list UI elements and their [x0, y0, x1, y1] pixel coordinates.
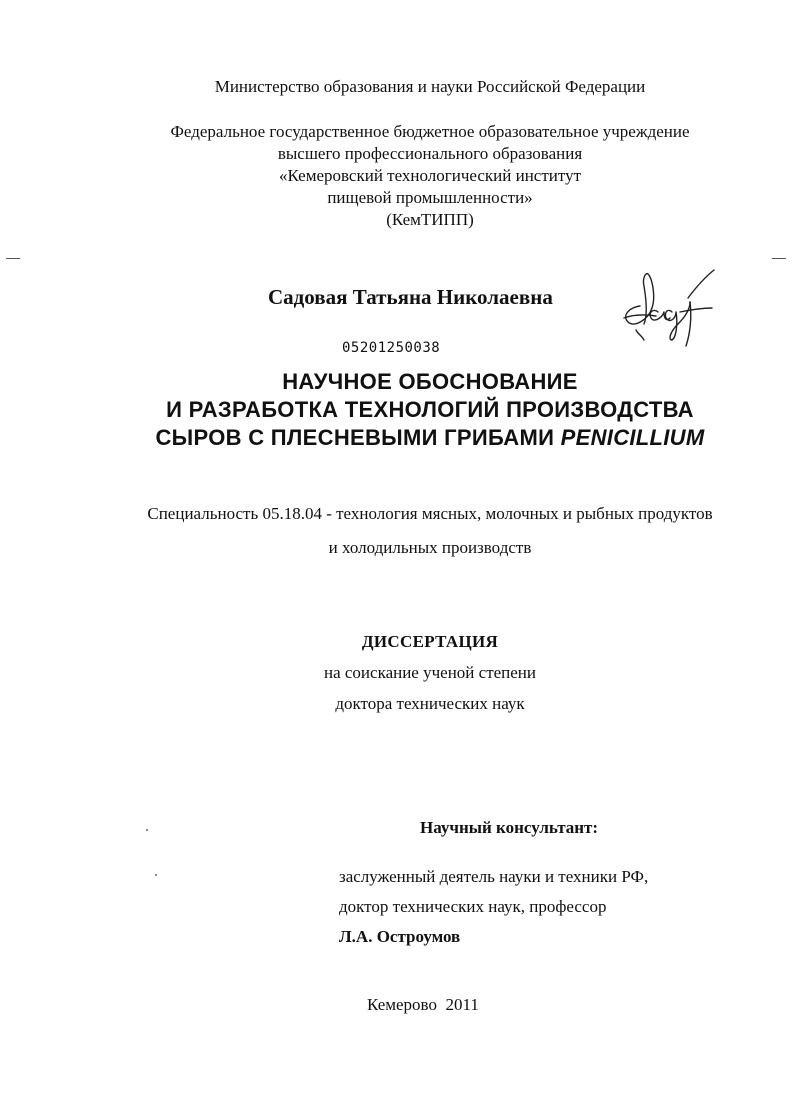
institution-line: Федеральное государственное бюджетное образовательное учреждение	[170, 122, 690, 141]
degree-block	[40, 626, 793, 719]
title-line-3	[40, 424, 793, 452]
institution-line: высшего профессионального образования	[277, 144, 583, 163]
title-line-3-italic: PENICILLIUM	[560, 425, 705, 450]
degree-line-1: на соискание ученой степени	[323, 663, 537, 682]
consultant-label: Научный консультант:	[420, 818, 599, 837]
ministry-line	[40, 76, 793, 98]
institution-block	[40, 121, 793, 231]
consultant-block	[339, 862, 648, 952]
consultant-line-1: заслуженный деятель науки и техники РФ,	[339, 867, 649, 886]
ministry-text: Министерство образования и науки Российской Федерации	[214, 77, 646, 96]
institution-line: «Кемеровский технологический институт	[278, 166, 582, 185]
scan-speck	[146, 829, 148, 831]
record-number: 05201250038	[342, 340, 441, 356]
degree-type: ДИССЕРТАЦИЯ	[361, 632, 499, 651]
title-line-1: НАУЧНОЕ ОБОСНОВАНИЕ	[282, 369, 578, 394]
city-year: Кемерово 2011	[367, 995, 479, 1014]
specialty-line-1: Специальность 05.18.04 - технология мясных, молочных и рыбных продуктов	[147, 504, 713, 523]
institution-line: пищевой промышленности»	[327, 188, 533, 207]
institution-line: (КемТИПП)	[386, 210, 474, 229]
specialty-line-2: и холодильных производств	[328, 538, 532, 557]
degree-line-2: доктора технических наук	[335, 694, 525, 713]
title-line-2: И РАЗРАБОТКА ТЕХНОЛОГИЙ ПРОИЗВОДСТВА	[166, 397, 694, 422]
specialty-block	[40, 497, 793, 565]
consultant-name: Л.А. Остроумов	[339, 927, 461, 946]
author-name: Садовая Татьяна Николаевна	[268, 285, 553, 309]
scan-margin-mark-left	[6, 258, 20, 259]
handwritten-signature-icon	[618, 268, 730, 350]
dissertation-title	[40, 368, 793, 452]
scan-speck	[155, 874, 157, 876]
scan-margin-mark-right	[772, 258, 786, 259]
consultant-line-2: доктор технических наук, профессор	[339, 897, 607, 916]
title-line-3-prefix: СЫРОВ С ПЛЕСНЕВЫМИ ГРИБАМИ	[155, 425, 561, 450]
